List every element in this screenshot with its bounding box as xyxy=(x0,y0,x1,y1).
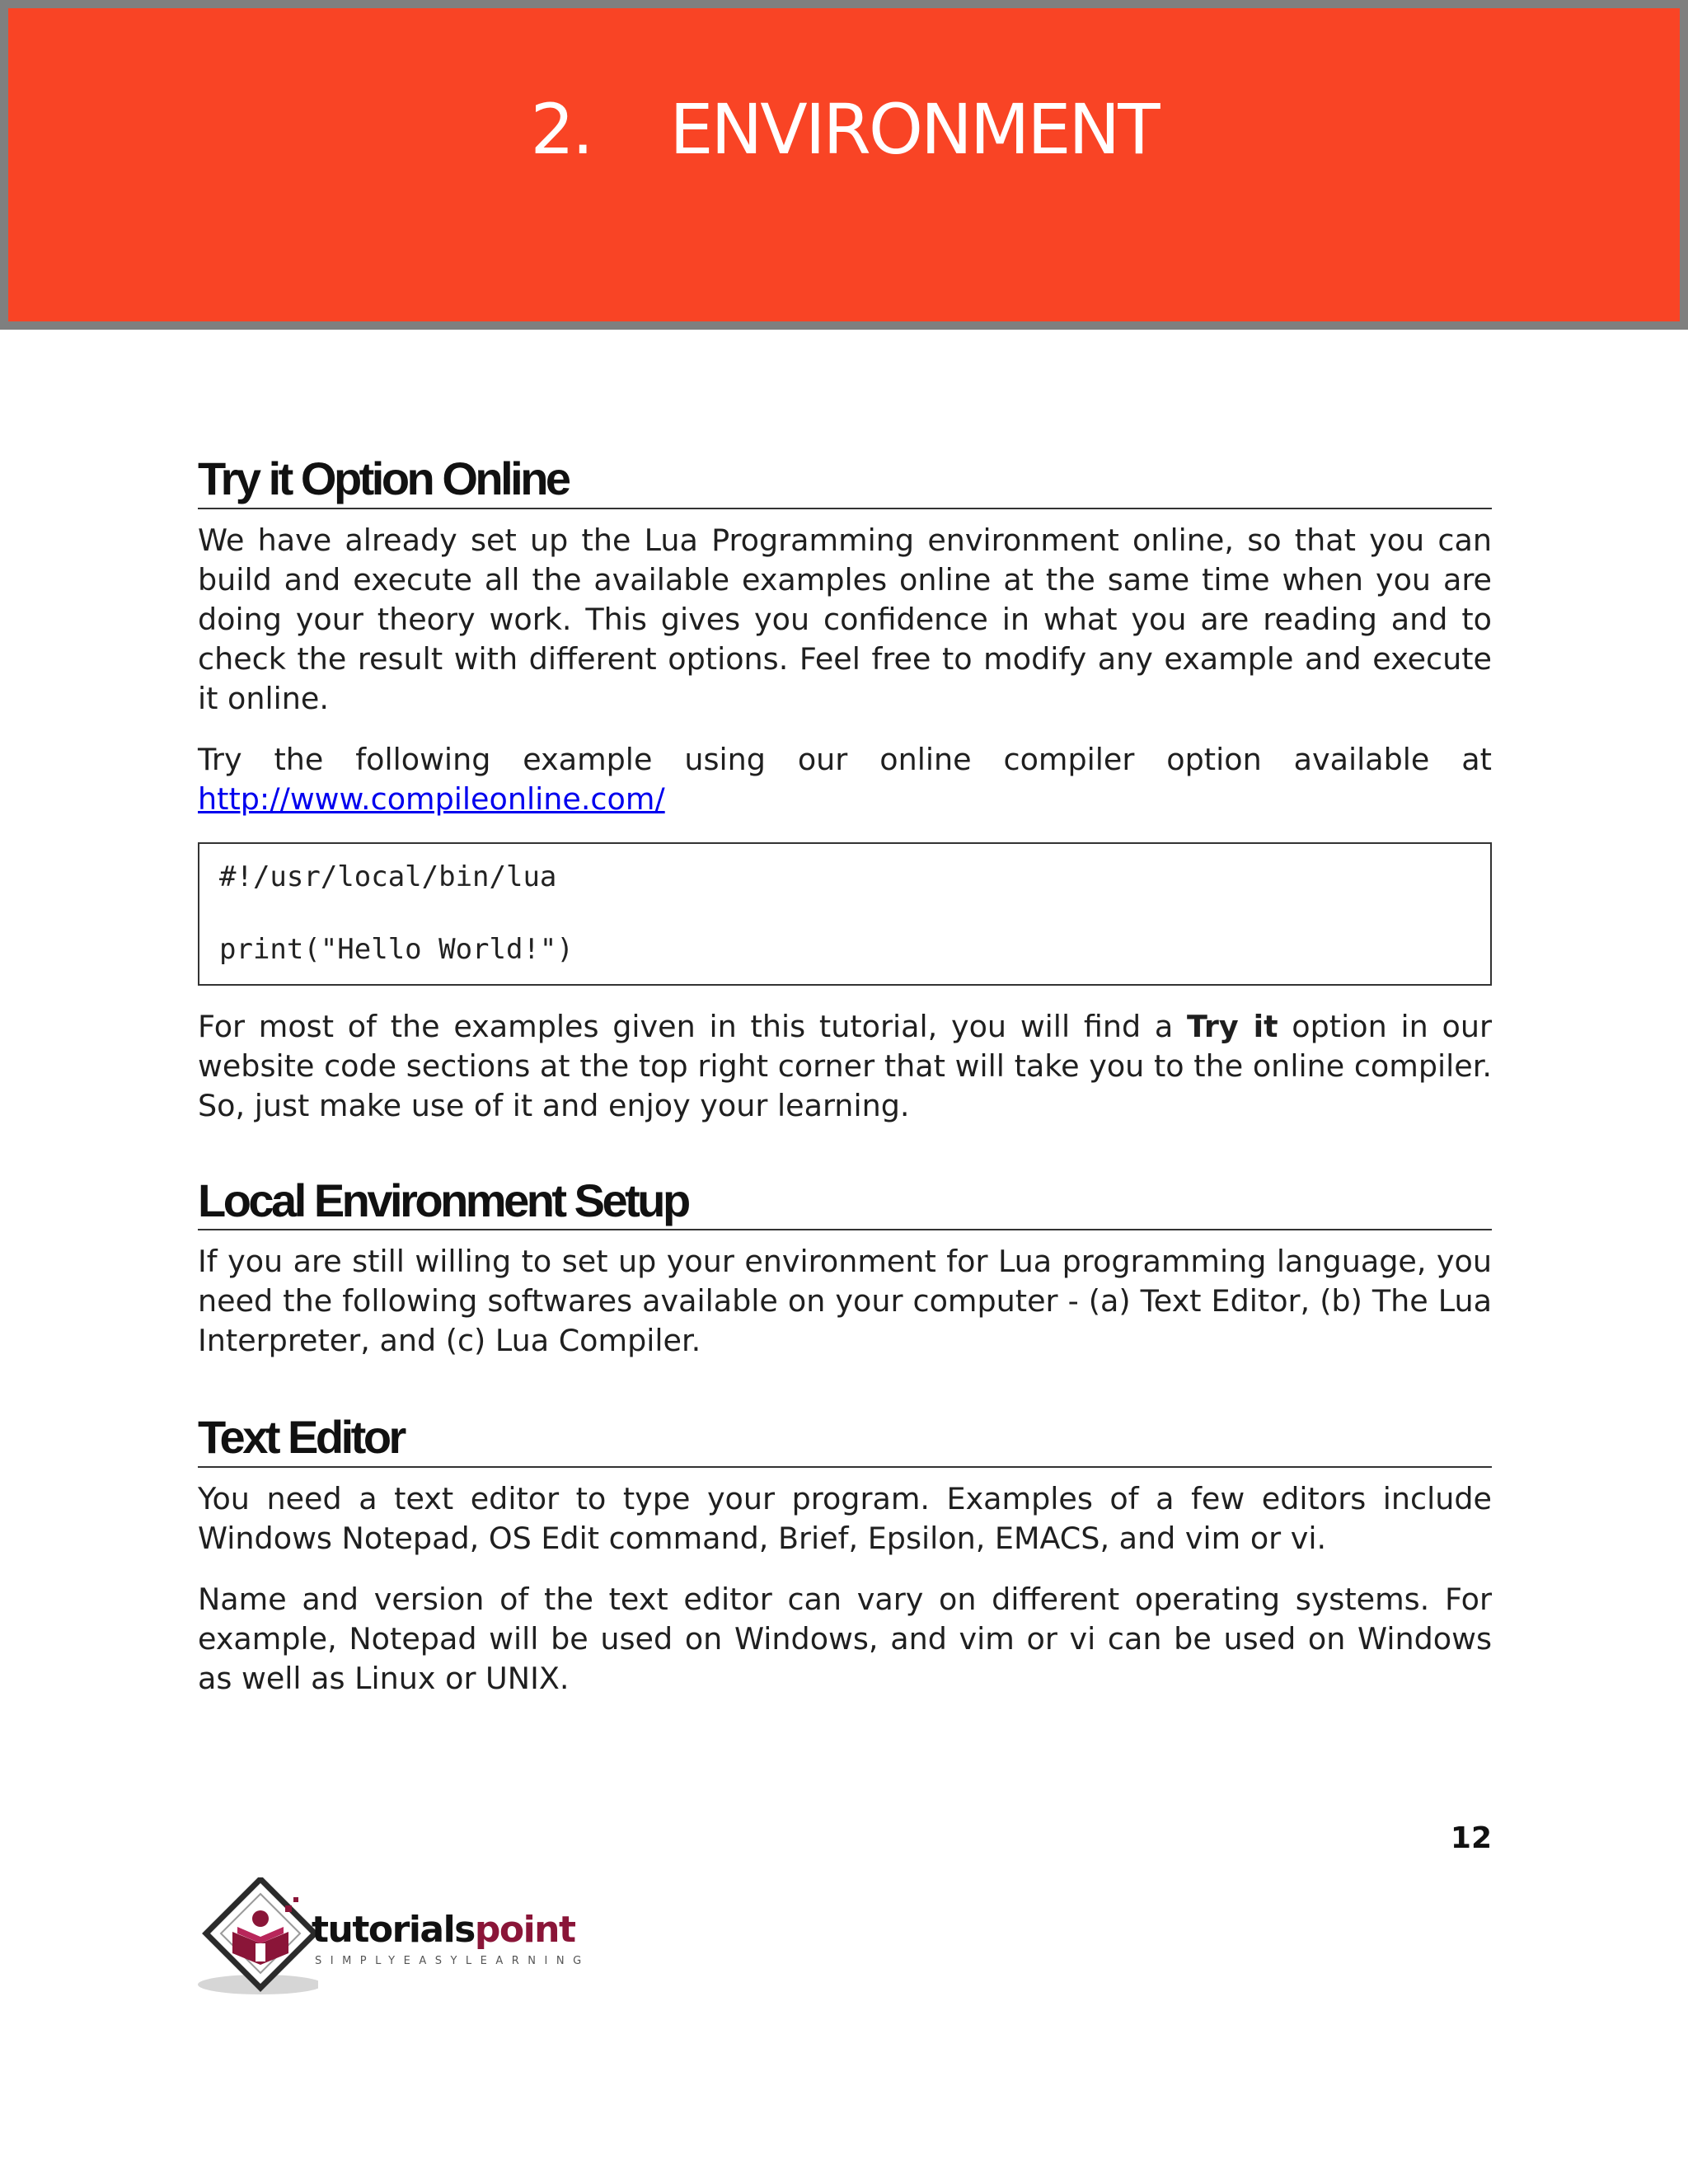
paragraph-text-editor-examples: You need a text editor to type your program. Examples of a few editors include Windows Notepad, OS Edit command, Brief, Epsilon, EMACS, and vim or vi. xyxy=(198,1480,1492,1556)
paragraph-try-example xyxy=(198,740,1492,819)
code-line-shebang: #!/usr/local/bin/lua xyxy=(219,860,557,893)
try-it-label: Try it xyxy=(1187,1008,1278,1044)
heading-local-environment: Local Environment Setup xyxy=(198,1175,1492,1231)
paragraph-online-environment: We have already set up the Lua Programming environment online, so that you can build and execute all the available examples online at the same time when you are doing your theory work. This gives you confidence in what you are reading and to check the result with different options. Feel free to modify any example and execute it online. xyxy=(198,522,1492,716)
code-line-print: print("Hello World!") xyxy=(219,932,574,966)
paragraph-try-it-option: For most of the examples given in this tutorial, you will find a Try it option in our website code sections at the top right corner that will take you to the online compiler. So, just make use of it and enjoy your learning. xyxy=(198,1008,1492,1123)
try-example-text: Try the following example using our online compiler option available at xyxy=(198,741,1492,777)
chapter-banner xyxy=(0,0,1688,330)
paragraph-text-editor-versions: Name and version of the text editor can vary on different operating systems. For example, Notepad will be used on Windows, and vim or vi can be used on Windows as well as Linux or UNIX. xyxy=(198,1581,1492,1696)
logo-tagline: SIMPLYEASYLEARNING xyxy=(315,1955,590,1967)
section-local-environment xyxy=(198,1175,1492,1361)
tutorialspoint-logo xyxy=(195,1877,623,2001)
logo-wordmark: tutorialspoint xyxy=(312,1909,575,1951)
code-block xyxy=(198,842,1492,986)
chapter-title: 2. ENVIRONMENT xyxy=(530,89,1158,170)
heading-try-it-online: Try it Option Online xyxy=(198,453,1492,509)
tutorialspoint-logo-icon xyxy=(195,1877,318,2001)
page-number: 12 xyxy=(1450,1821,1492,1855)
page-content xyxy=(198,453,1492,1699)
paragraph-local-environment: If you are still willing to set up your environment for Lua programming language, you need the following softwares available on your computer - (a) Text Editor, (b) The Lua Interpreter, and (c) Lua Compiler. xyxy=(198,1244,1492,1359)
compileonline-link[interactable]: http://www.compileonline.com/ xyxy=(198,780,665,817)
section-text-editor xyxy=(198,1412,1492,1699)
heading-text-editor: Text Editor xyxy=(198,1412,1492,1468)
